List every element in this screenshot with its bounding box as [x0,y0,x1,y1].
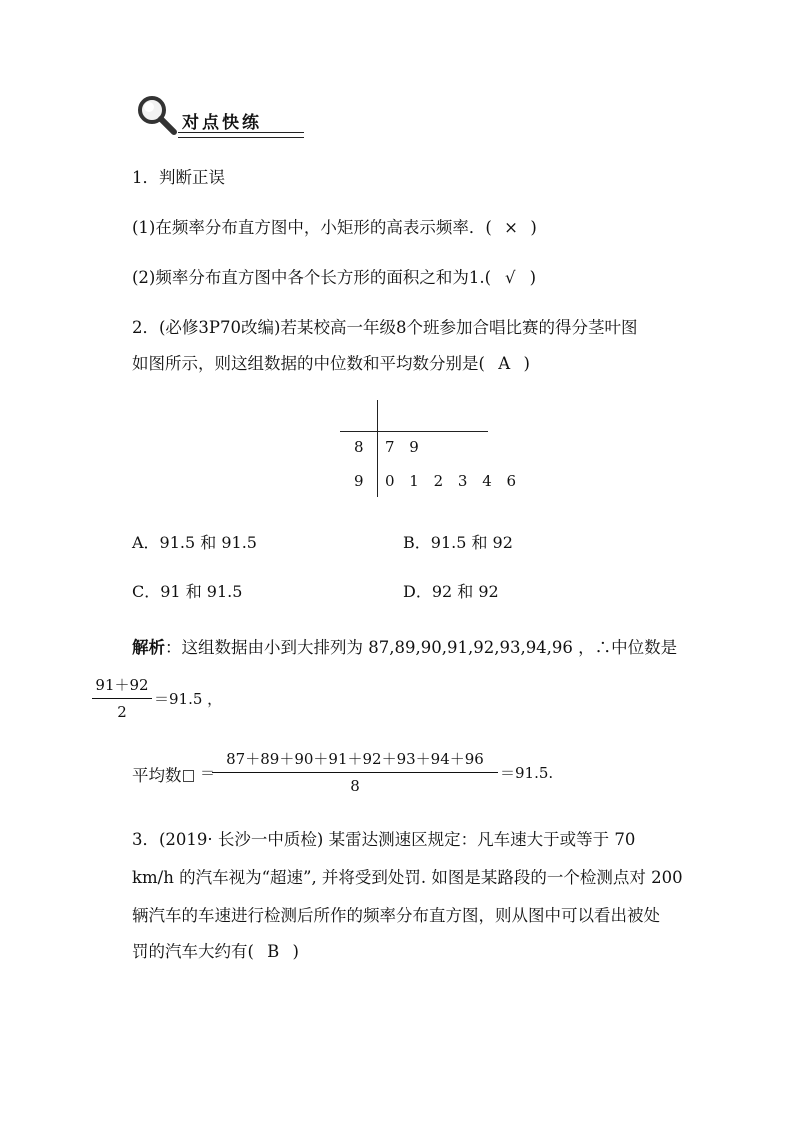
stem-leaf-leaves: 0 1 2 3 4 6 [385,472,522,490]
q2-line-2 [132,350,530,374]
option-c: C．91 和 91.5 [132,582,243,601]
option-b: B．91.5 和 92 [403,533,513,552]
stem-leaf-divider-vertical [377,400,378,497]
fraction-bar [212,772,498,773]
q3-line-4-text: 罚的汽车大约有( [132,942,254,961]
equals-sign: ＝ [200,764,216,782]
q2-line-1: 2．(必修3P70改编)若某校高一年级8个班参加合唱比赛的得分茎叶图 [132,318,638,337]
q3-line-3: 辆汽车的车速进行检测后所作的频率分布直方图，则从图中可以看出被处 [132,906,660,925]
q1-item-1 [132,214,537,238]
median-fraction [92,674,152,721]
option-d: D．92 和 92 [403,582,499,601]
option-a: A．91.5 和 91.5 [132,533,257,552]
q2-line-2-text: 如图所示，则这组数据的中位数和平均数分别是( [132,354,485,373]
mean-label [132,762,194,786]
median-numerator: 91＋92 [95,676,149,694]
mean-result: ＝91.5. [500,764,554,782]
q3-line-2: km/h 的汽车视为“超速”, 并将受到处罚. 如图是某路段的一个检测点对 200 [132,868,683,887]
median-result: ＝91.5 ， [154,690,223,708]
placeholder-box-icon [183,770,194,782]
q1-item-2 [132,264,536,288]
solution-text: ：这组数据由小到大排列为 87,89,90,91,92,93,94,96 ，∴中位数是 [165,638,678,657]
magnifier-icon [132,92,180,140]
q1-item-1-text: (1)在频率分布直方图中，小矩形的高表示频率．( [132,218,492,237]
stem-leaf-divider-horizontal [340,431,488,432]
mean-label-text: 平均数 [132,766,182,785]
solution-line-1 [132,634,677,658]
q1-item-2-answer: √ [505,268,516,287]
solution-label: 解析 [132,638,165,657]
q1-item-1-answer: × [504,218,518,237]
q3-line-4 [132,938,299,962]
q3-line-4-close: ) [292,942,299,961]
stem-leaf-stem: 9 [354,472,364,490]
mean-denominator: 8 [350,777,360,795]
stem-leaf-leaves: 7 9 [385,438,424,456]
stem-leaf-stem: 8 [354,438,364,456]
q1-stem: 1．判断正误 [132,168,225,187]
title-underline [178,132,304,138]
q3-answer: B [267,942,280,961]
mean-fraction [212,748,498,795]
median-denominator: 2 [117,703,127,721]
q2-answer: A [498,354,511,373]
q1-item-2-close: ) [529,268,536,287]
section-title: 对点快练 [182,113,262,133]
fraction-bar [92,698,152,699]
mean-numerator: 87＋89＋90＋91＋92＋93＋94＋96 [226,750,484,768]
q1-item-2-text: (2)频率分布直方图中各个长方形的面积之和为1.( [132,268,492,287]
q2-line-2-close: ) [523,354,530,373]
section-header [132,92,304,140]
q3-line-1: 3．(2019· 长沙一中质检) 某雷达测速区规定：凡车速大于或等于 70 [132,830,636,849]
q1-item-1-close: ) [530,218,537,237]
